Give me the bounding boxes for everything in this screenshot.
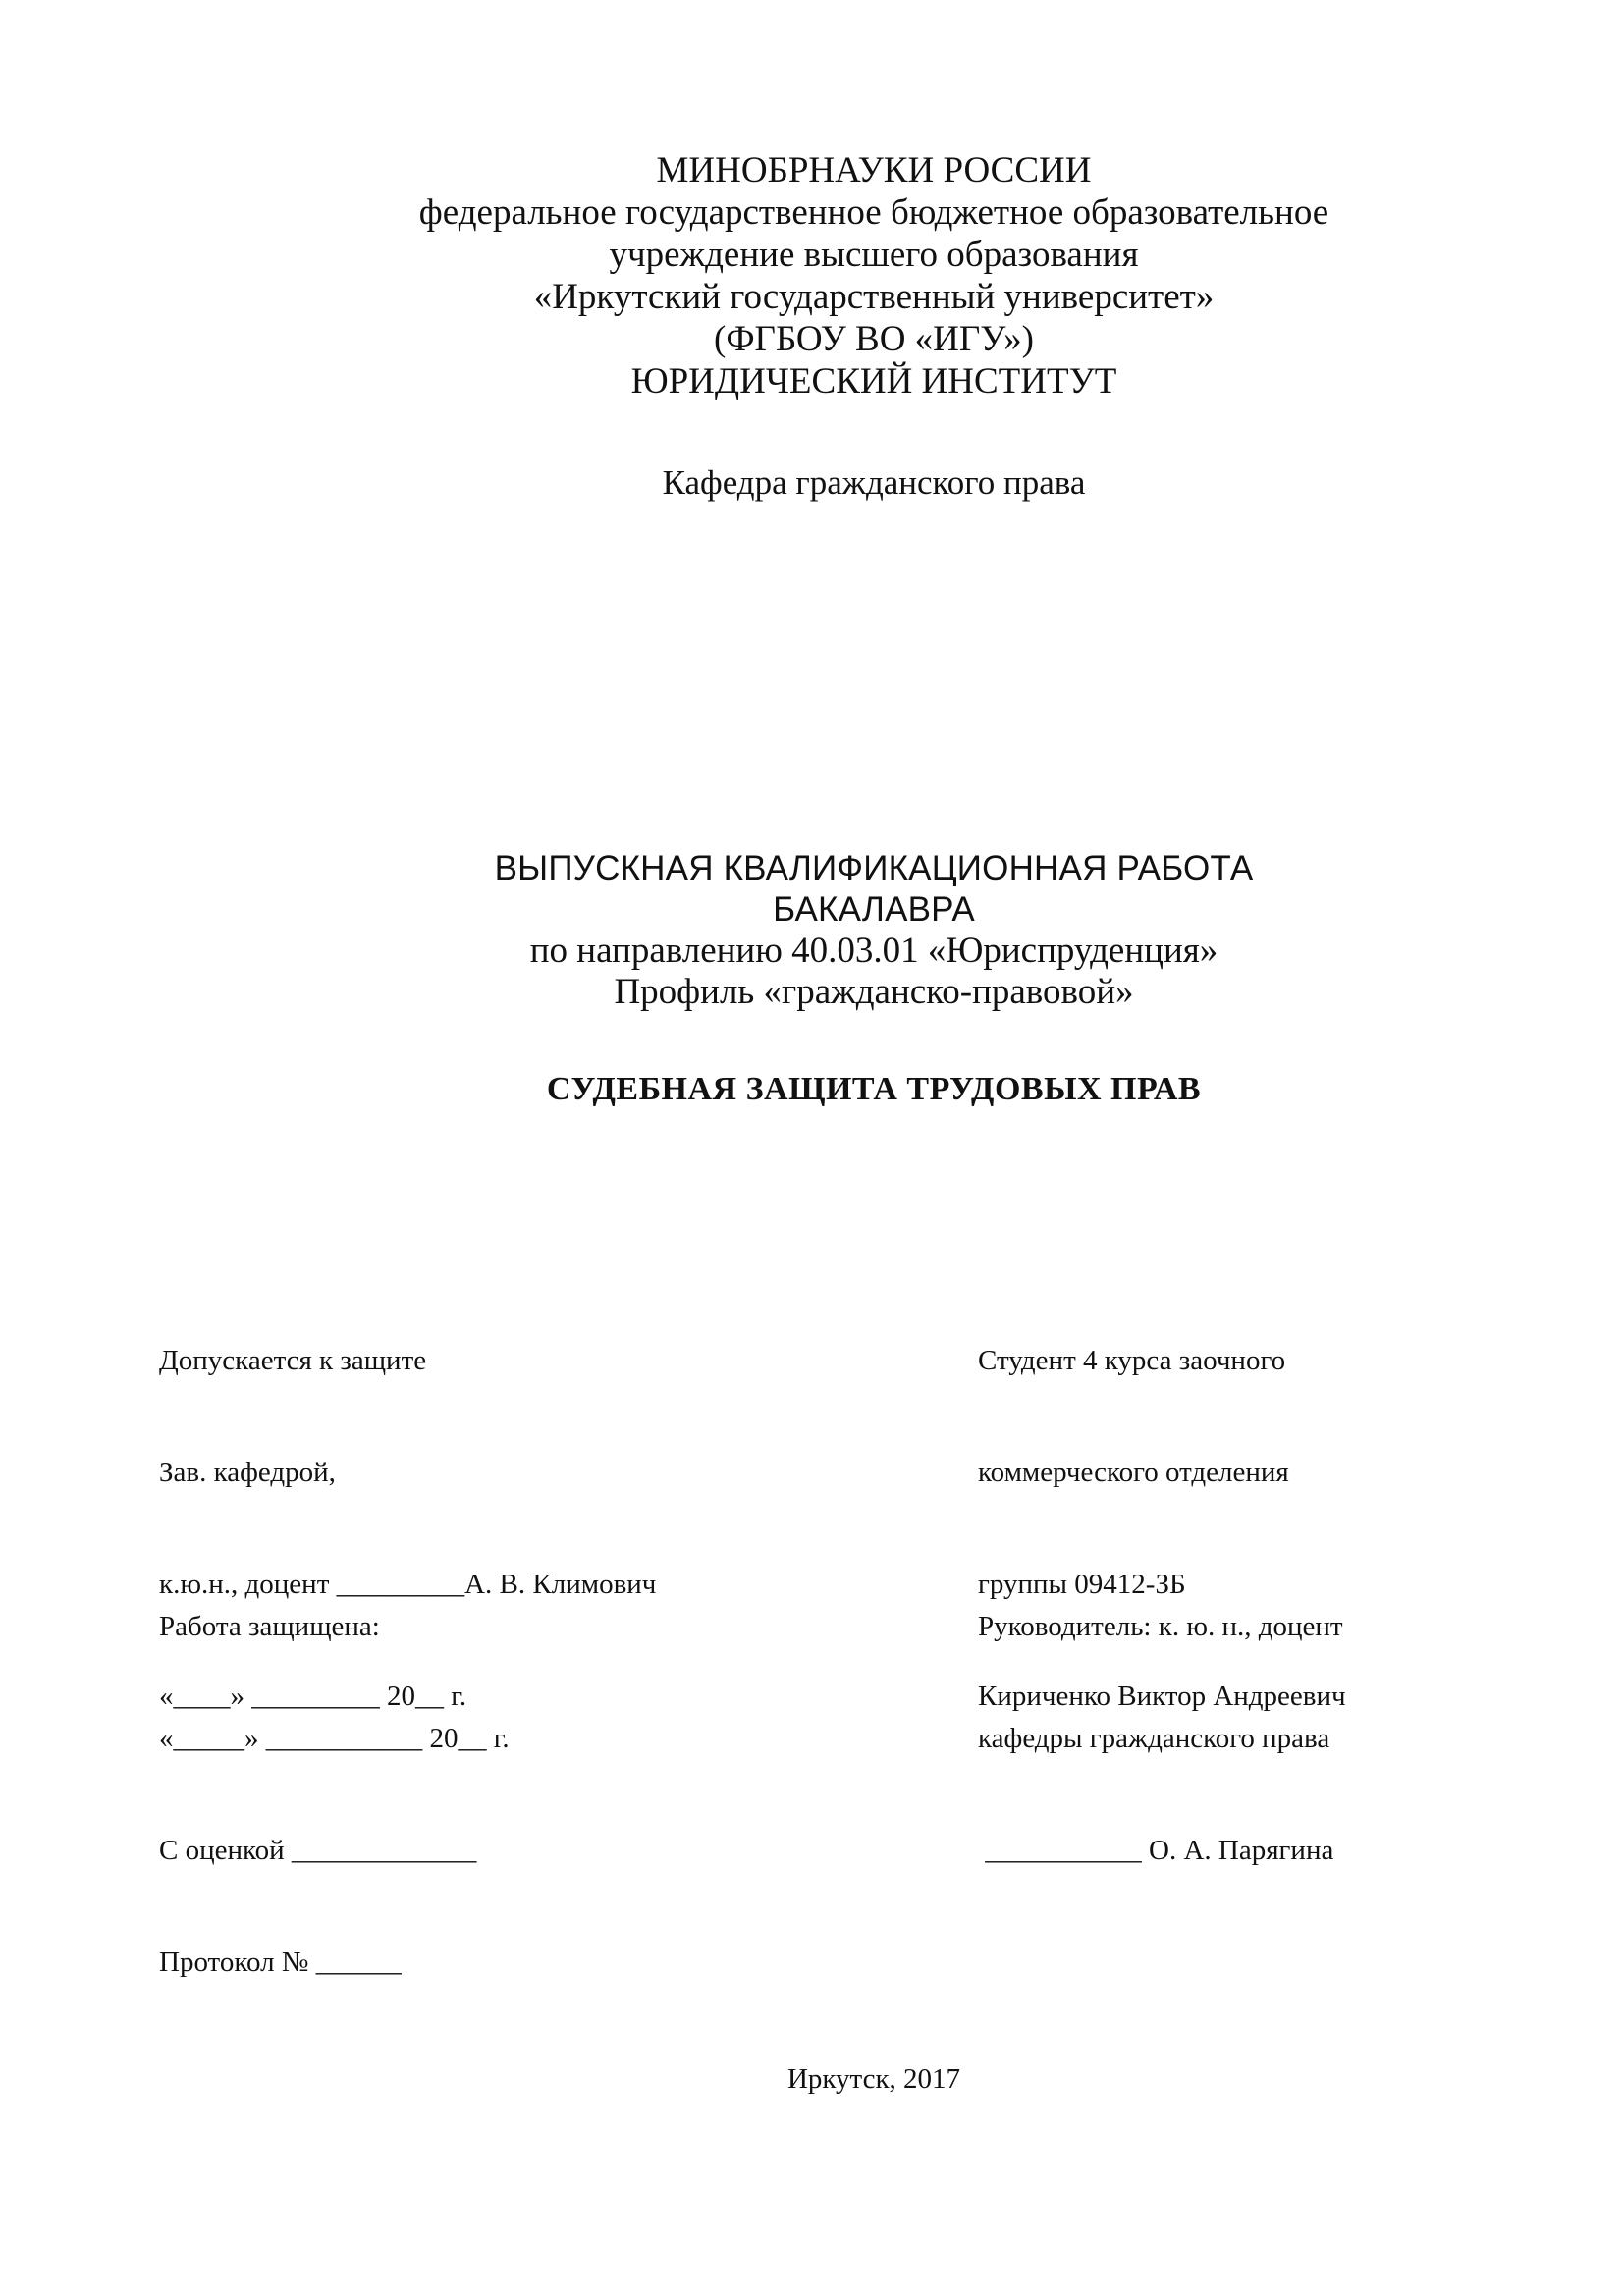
thesis-title: СУДЕБНАЯ ЗАЩИТА ТРУДОВЫХ ПРАВ xyxy=(546,1071,1202,1107)
university-abbreviation: (ФГБОУ ВО «ИГУ») xyxy=(714,319,1034,359)
city-year: Иркутск, 2017 xyxy=(786,2063,961,2095)
department-name: Кафедра гражданского права xyxy=(662,463,1086,502)
supervisor-line: Руководитель: к. ю. н., доцент xyxy=(978,1611,1343,1642)
admission-line: Зав. кафедрой, xyxy=(159,1457,336,1488)
study-profile: Профиль «гражданско-правовой» xyxy=(614,972,1134,1012)
study-direction: по направлению 40.03.01 «Юриспруденция» xyxy=(529,931,1218,971)
institute-name: ЮРИДИЧЕСКИЙ ИНСТИТУТ xyxy=(630,361,1117,401)
student-line: группы 09412-ЗБ xyxy=(978,1569,1186,1600)
work-type-block xyxy=(0,848,1624,1013)
university-name: «Иркутский государственный университет» xyxy=(533,277,1215,317)
defense-line: С оценкой _____________ xyxy=(159,1835,477,1866)
institution-type-line: федеральное государственное бюджетное образовательное xyxy=(418,192,1329,233)
institution-header xyxy=(0,149,1624,402)
supervisor-line: ___________ О. А. Парягина xyxy=(978,1835,1334,1866)
institution-type-line-2: учреждение высшего образования xyxy=(609,235,1139,275)
defense-line: «_____» ___________ 20__ г. xyxy=(159,1723,510,1754)
student-line: Кириченко Виктор Андреевич xyxy=(978,1681,1346,1712)
supervisor-block xyxy=(978,1533,1343,1944)
student-line: Студент 4 курса заочного xyxy=(978,1345,1286,1376)
work-type-line-1: ВЫПУСКНАЯ КВАЛИФИКАЦИОННАЯ РАБОТА xyxy=(494,849,1254,887)
ministry-line: МИНОБРНАУКИ РОССИИ xyxy=(656,150,1092,190)
defense-line: Протокол № ______ xyxy=(159,1947,402,1978)
student-line: коммерческого отделения xyxy=(978,1457,1289,1488)
defense-line: Работа защищена: xyxy=(159,1611,380,1642)
admission-line: Допускается к защите xyxy=(159,1345,427,1376)
supervisor-line: кафедры гражданского права xyxy=(978,1723,1330,1754)
work-type-line-2: БАКАЛАВРА xyxy=(773,890,975,929)
admission-line: к.ю.н., доцент _________А. В. Климович xyxy=(159,1569,657,1600)
defense-block xyxy=(159,1533,510,2056)
admission-line: «____» _________ 20__ г. xyxy=(159,1681,467,1712)
